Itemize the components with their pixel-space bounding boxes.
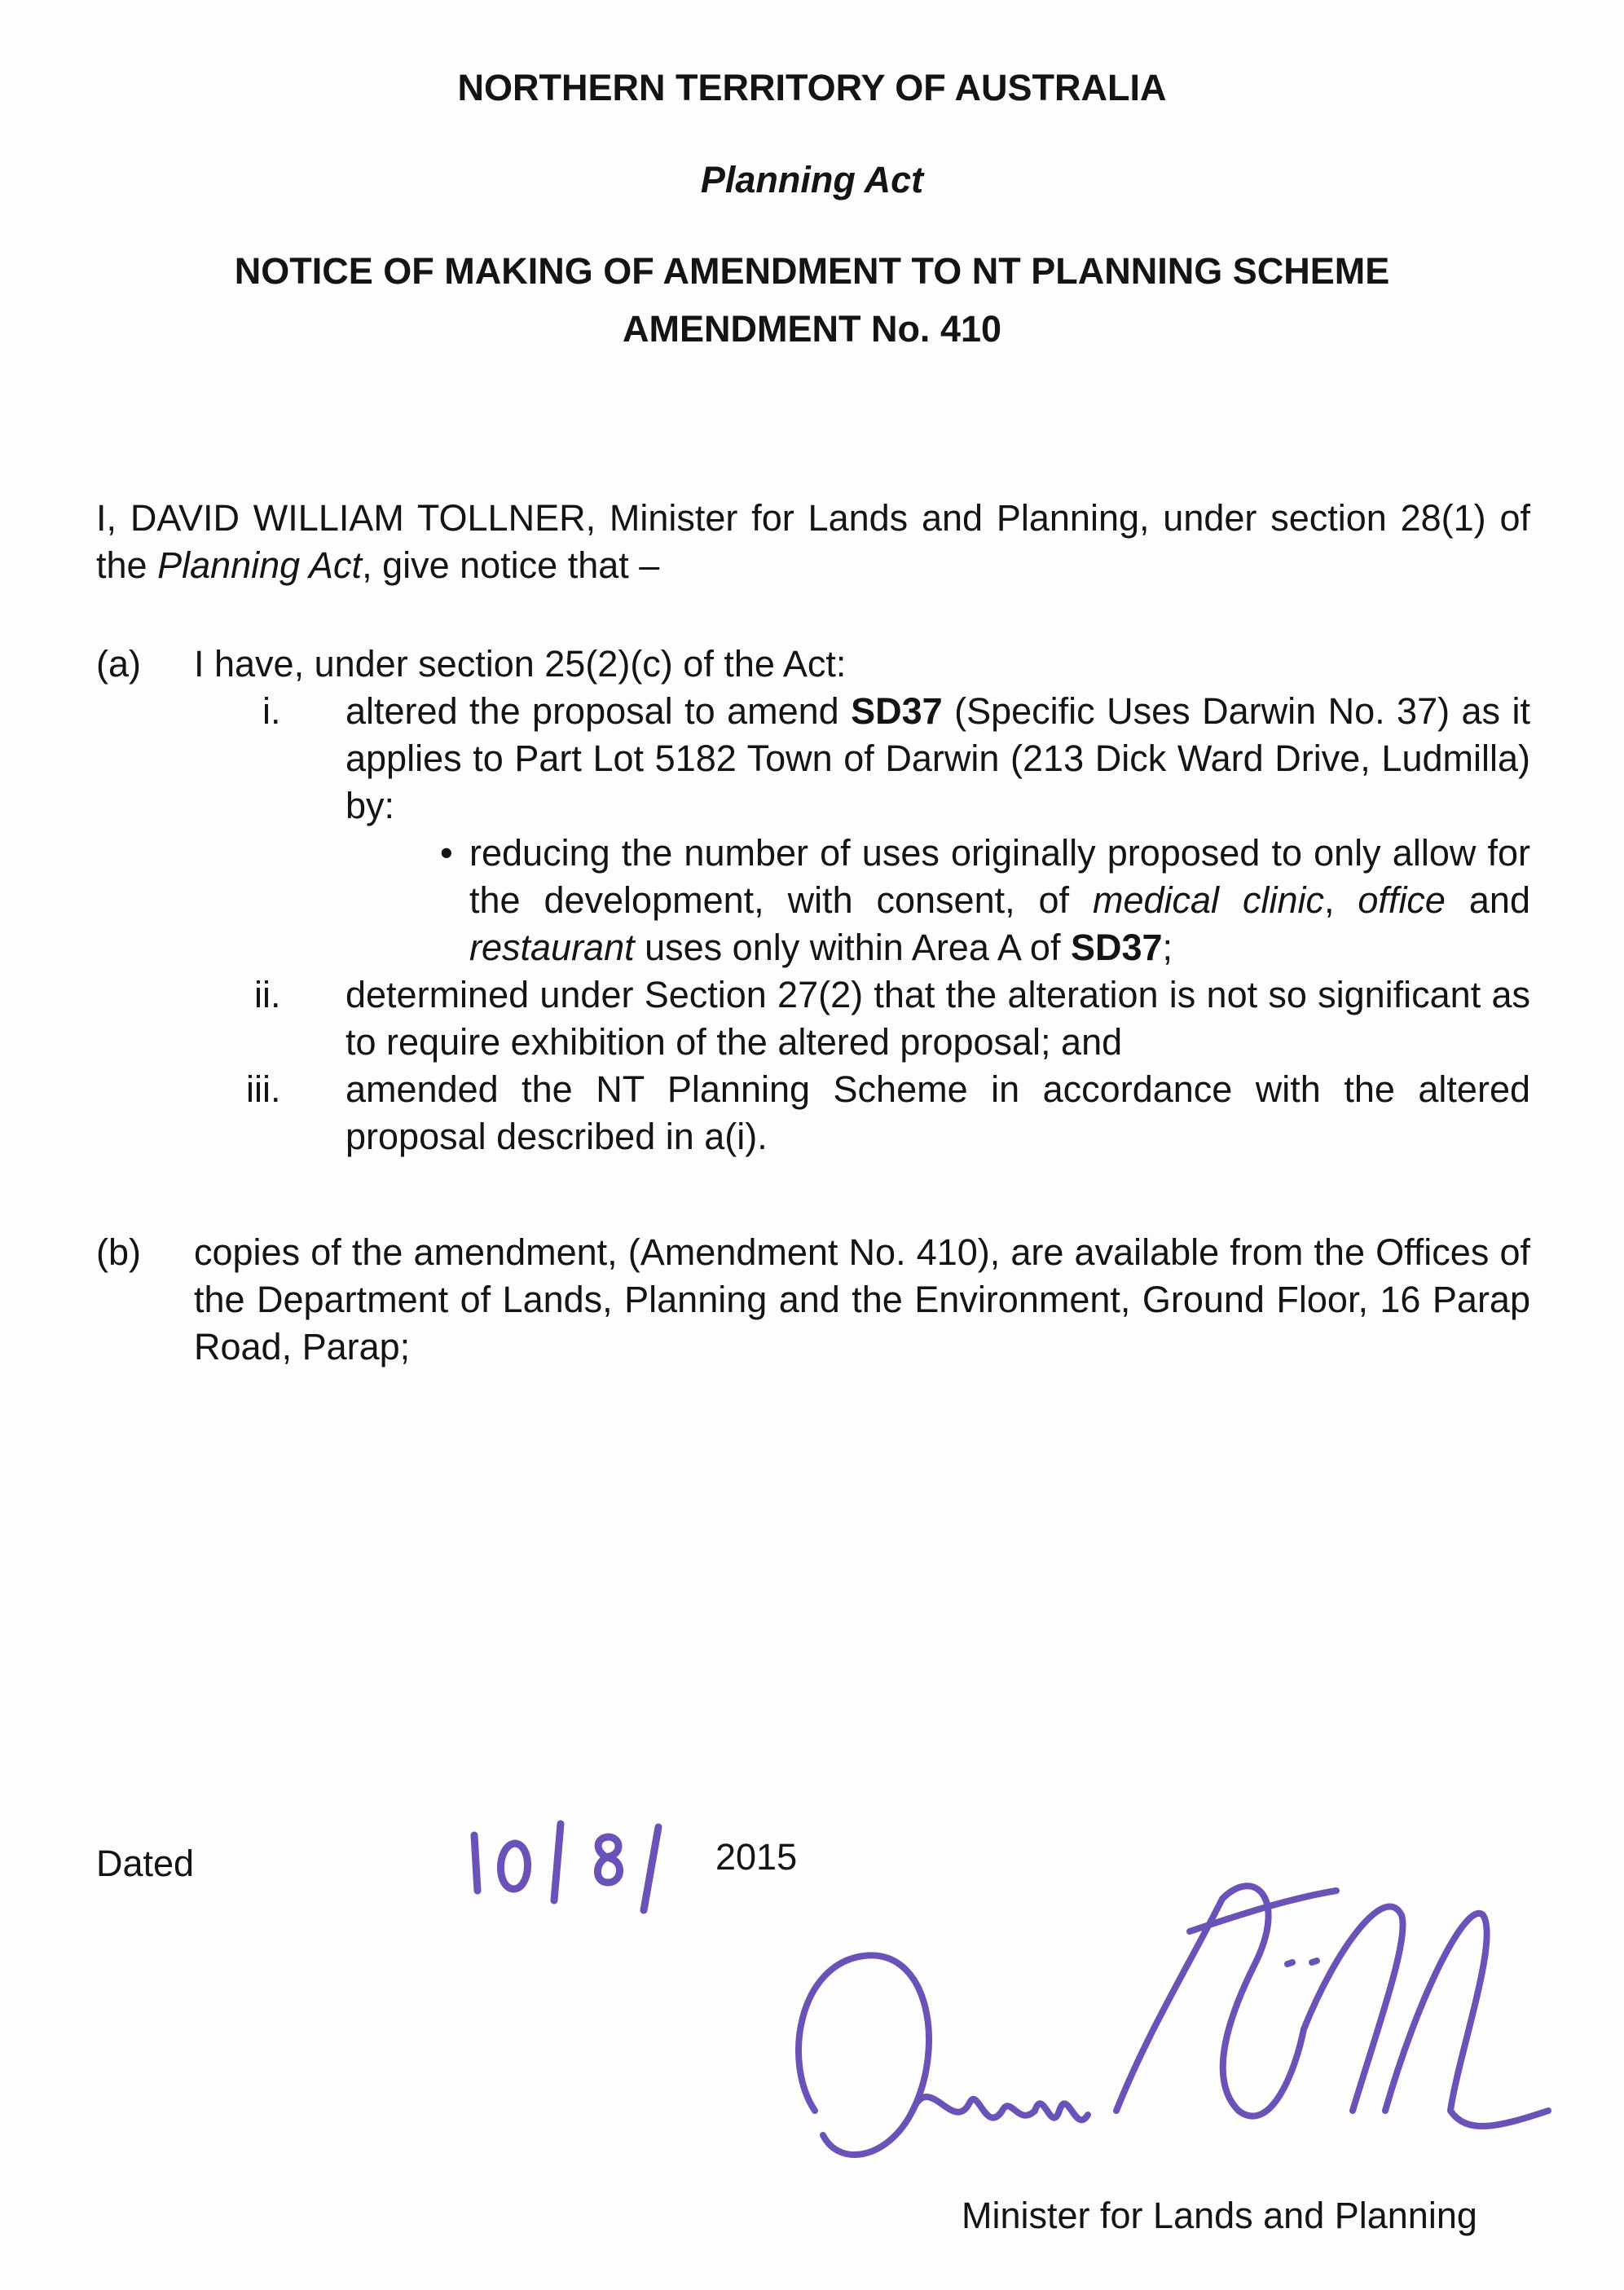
bullet-symbol: •	[440, 832, 453, 874]
bullet-t2: ,	[1323, 879, 1358, 921]
bullet-t1: reducing the number of uses originally proposed to only allow for the development, with consent, of	[469, 832, 1530, 921]
use-office: office	[1358, 879, 1446, 921]
intro-pre: I, DAVID WILLIAM TOLLNER, Minister for Lands and Planning, under section 28(1) of the	[96, 497, 1530, 586]
signature-icon	[766, 1866, 1565, 2192]
sub-iii-numeral: iii.	[246, 1068, 281, 1110]
handwritten-date-icon	[456, 1809, 701, 1915]
sub-ii-numeral: ii.	[254, 974, 281, 1015]
use-restaurant: restaurant	[469, 927, 635, 968]
sub-i-numeral: i.	[262, 690, 281, 732]
bullet-code: SD37	[1070, 927, 1163, 968]
amendment-number: AMENDMENT No. 410	[622, 308, 1002, 350]
signatory-title: Minister for Lands and Planning	[962, 2195, 1477, 2236]
item-a-text: I have, under section 25(2)(c) of the Act:	[194, 643, 847, 685]
item-b-text: copies of the amendment, (Amendment No. 410), are available from the Offices of the Department of Lands, Planning and the Environment, Ground Floor, 16 Parap Road, Parap;	[194, 1231, 1530, 1367]
intro-act-ref: Planning Act	[157, 544, 363, 586]
sub-i-code: SD37	[851, 690, 943, 732]
bullet-text	[469, 830, 1530, 971]
dated-label: Dated	[96, 1843, 195, 1884]
sub-i-post: (Specific Uses Darwin No. 37) as it applies to Part Lot 5182 Town of Darwin (213 Dick Ward Drive, Ludmilla) by:	[345, 690, 1530, 826]
intro-paragraph	[96, 495, 1530, 589]
use-medical-clinic: medical clinic	[1092, 879, 1324, 921]
act-heading: Planning Act	[700, 159, 924, 200]
intro-post: , give notice that –	[362, 544, 660, 586]
item-a-label: (a)	[96, 643, 141, 685]
sub-i-pre: altered the proposal to amend	[345, 690, 852, 732]
jurisdiction-heading: NORTHERN TERRITORY OF AUSTRALIA	[457, 67, 1167, 108]
bullet-t3: and	[1445, 879, 1530, 921]
sub-iii-text: amended the NT Planning Scheme in accordance with the altered proposal described in a(i).	[345, 1068, 1530, 1157]
notice-title: NOTICE OF MAKING OF AMENDMENT TO NT PLANNING SCHEME	[234, 250, 1390, 292]
dated-year: 2015	[715, 1836, 798, 1878]
sub-ii-text: determined under Section 27(2) that the alteration is not so significant as to require exhibition of the altered proposal; and	[345, 974, 1530, 1063]
item-b-label: (b)	[96, 1231, 141, 1273]
bullet-t4: uses only within Area A of	[634, 927, 1071, 968]
sub-i-text	[345, 688, 1530, 830]
bullet-t5: ;	[1162, 927, 1173, 968]
